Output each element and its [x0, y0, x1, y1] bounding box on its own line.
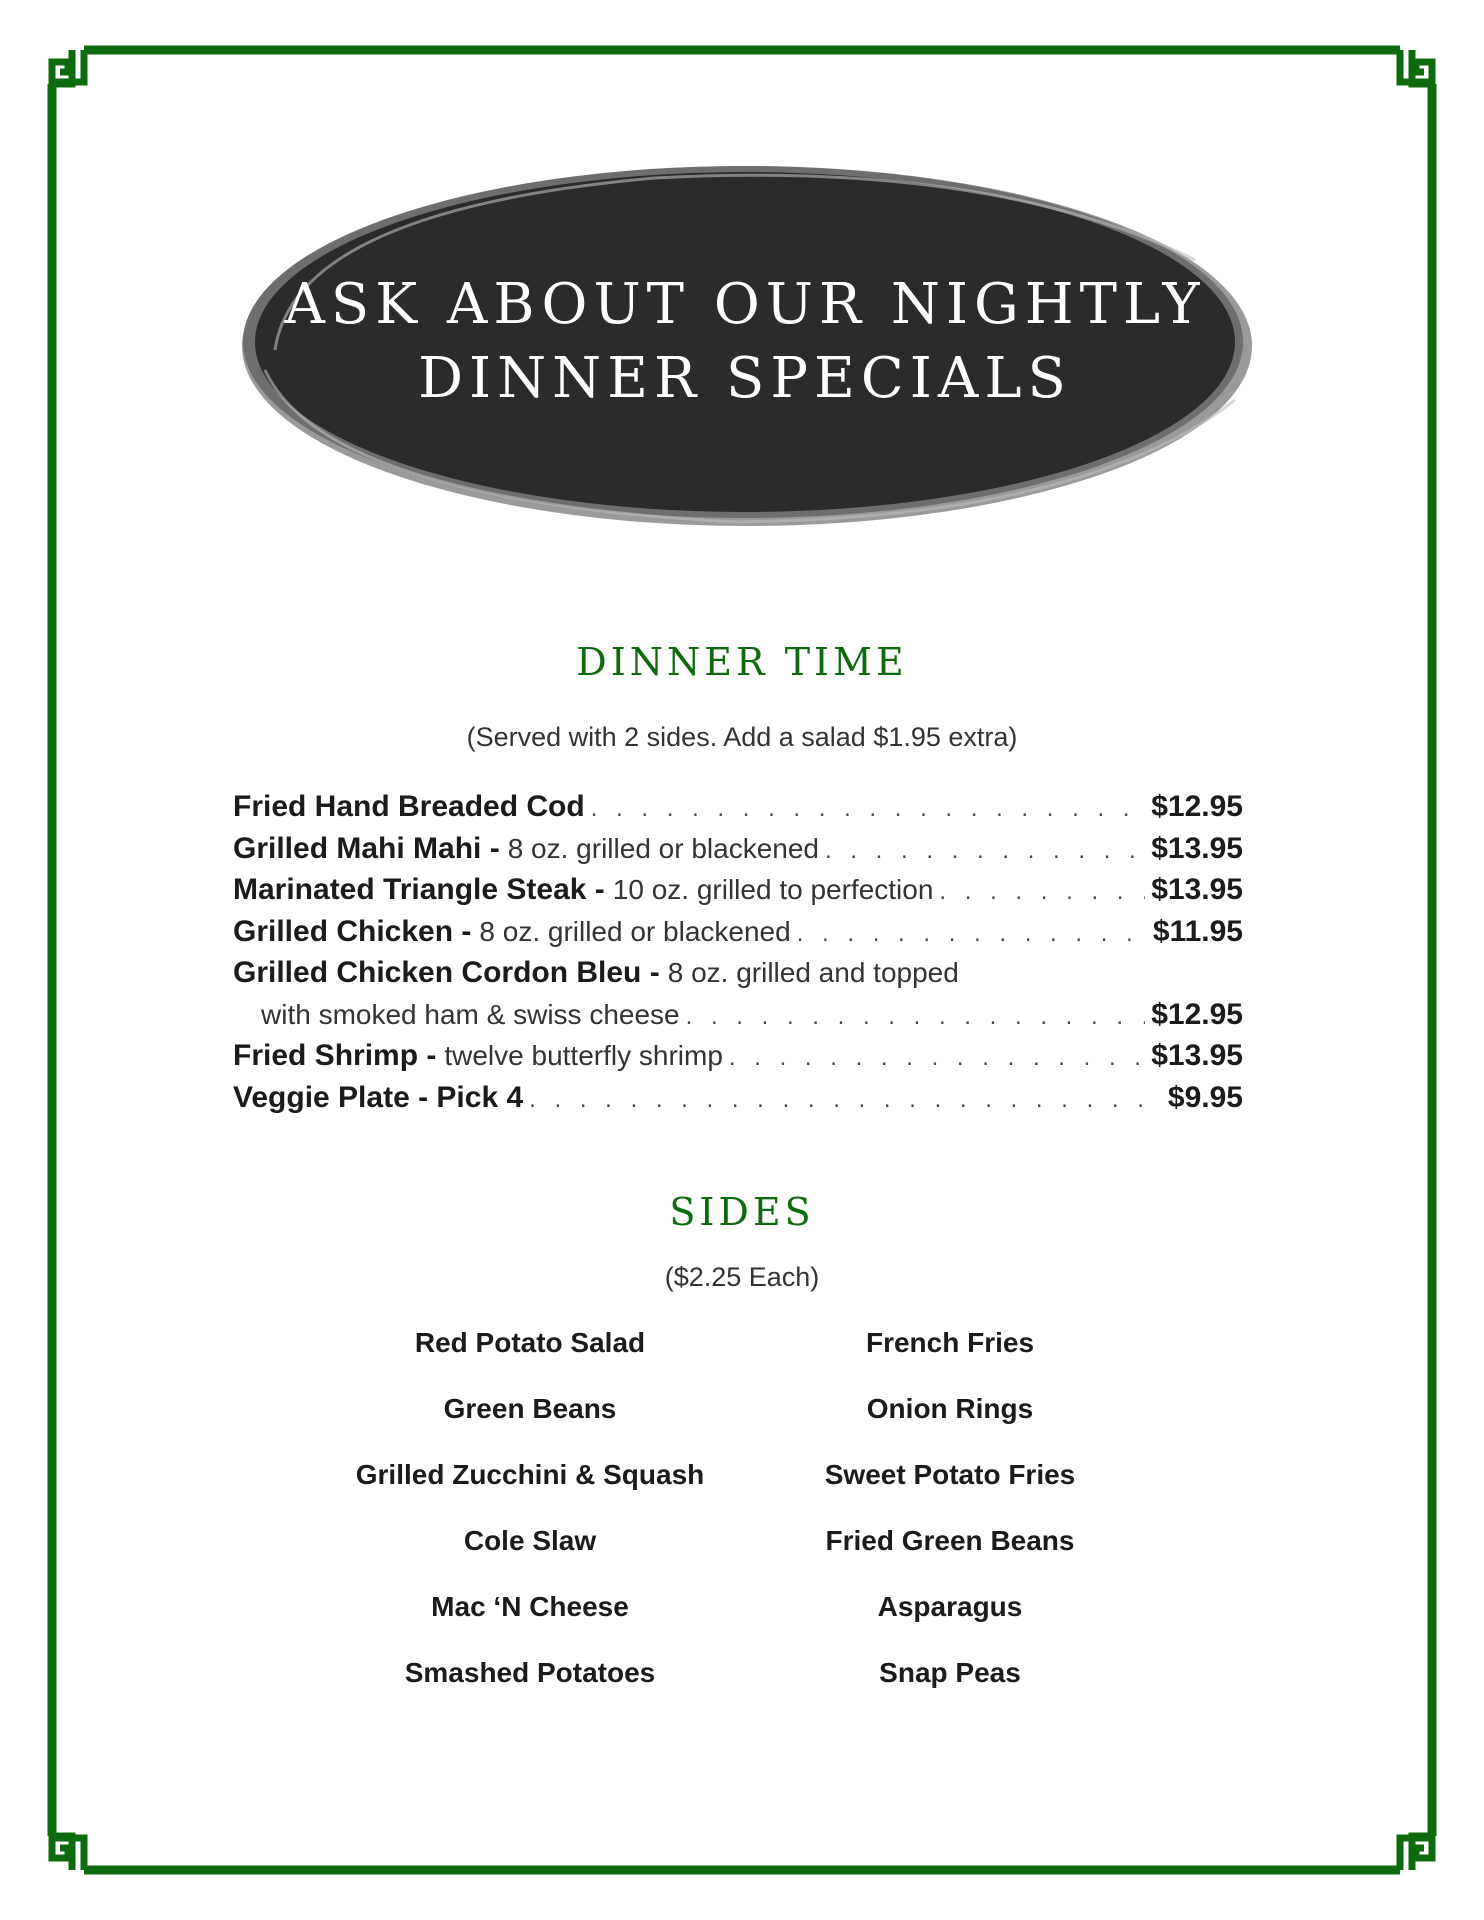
leader-dots [591, 788, 1146, 828]
menu-item-continuation [233, 994, 1243, 1036]
menu-item [233, 1035, 1243, 1077]
menu-item [233, 911, 1243, 953]
menu-item-description: 8 oz. grilled or blackened [507, 832, 819, 864]
side-item: Grilled Zucchini & Squash [355, 1459, 705, 1490]
side-item: Onion Rings [866, 1393, 1034, 1424]
leader-dots [686, 996, 1146, 1036]
menu-item [233, 869, 1243, 911]
leader-dots [825, 830, 1145, 870]
leader-dots [529, 1079, 1162, 1119]
menu-item-description: twelve butterfly shrimp [444, 1040, 723, 1071]
banner-line-2: DINNER SPECIALS [418, 346, 1072, 411]
dinner-section-title: DINNER TIME [576, 640, 908, 684]
side-item: Red Potato Salad [414, 1327, 646, 1358]
menu-item-description: 8 oz. grilled and topped [667, 957, 959, 988]
leader-dots [797, 913, 1147, 953]
sides-section-title: SIDES [669, 1190, 815, 1234]
menu-item-description: with smoked ham & swiss cheese [261, 998, 680, 1030]
menu-item-description: 10 oz. grilled to perfection [612, 874, 934, 905]
side-item: Asparagus [877, 1591, 1023, 1622]
side-item: Fried Green Beans [825, 1525, 1075, 1556]
side-item: Cole Slaw [463, 1525, 597, 1556]
menu-item-name: Veggie Plate - Pick 4 [233, 1080, 524, 1114]
specials-banner [235, 150, 1255, 540]
sides-column-left [330, 1318, 730, 1714]
banner-headline [235, 268, 1255, 416]
side-item: Mac ‘N Cheese [431, 1591, 629, 1622]
menu-item-name: Fried Shrimp - [233, 1039, 437, 1072]
menu-item-price: $11.95 [1152, 914, 1243, 948]
side-item: Sweet Potato Fries [824, 1459, 1076, 1490]
menu-item-price: $12.95 [1151, 997, 1243, 1031]
side-item: French Fries [865, 1327, 1035, 1358]
leader-dots [729, 1037, 1145, 1077]
menu-item-price: $12.95 [1151, 790, 1243, 823]
menu-item-name: Grilled Mahi Mahi - [233, 831, 500, 865]
side-item: Smashed Potatoes [404, 1657, 656, 1688]
banner-line-1: ASK ABOUT OUR NIGHTLY [284, 272, 1206, 337]
menu-item-price: $13.95 [1151, 873, 1243, 906]
dinner-note: (Served with 2 sides. Add a salad $1.95 extra) [466, 722, 1018, 752]
menu-item-name: Grilled Chicken Cordon Bleu - [233, 956, 660, 989]
menu-item [233, 1077, 1243, 1119]
menu-item-name: Fried Hand Breaded Cod [233, 790, 585, 823]
menu-item-price: $13.95 [1151, 1039, 1243, 1072]
leader-dots [939, 871, 1145, 911]
menu-item [233, 952, 1243, 994]
menu-item-name: Marinated Triangle Steak - [233, 873, 605, 906]
dinner-menu-list [233, 786, 1243, 1118]
sides-column-right [750, 1318, 1150, 1714]
side-item: Snap Peas [879, 1657, 1021, 1688]
menu-item-price: $13.95 [1151, 831, 1243, 865]
menu-item-description: 8 oz. grilled or blackened [479, 915, 791, 947]
menu-item [233, 828, 1243, 870]
sides-note: ($2.25 Each) [664, 1262, 820, 1292]
side-item: Green Beans [443, 1393, 617, 1424]
menu-item-name: Grilled Chicken - [233, 914, 472, 948]
menu-item [233, 786, 1243, 828]
menu-item-price: $9.95 [1167, 1080, 1243, 1114]
